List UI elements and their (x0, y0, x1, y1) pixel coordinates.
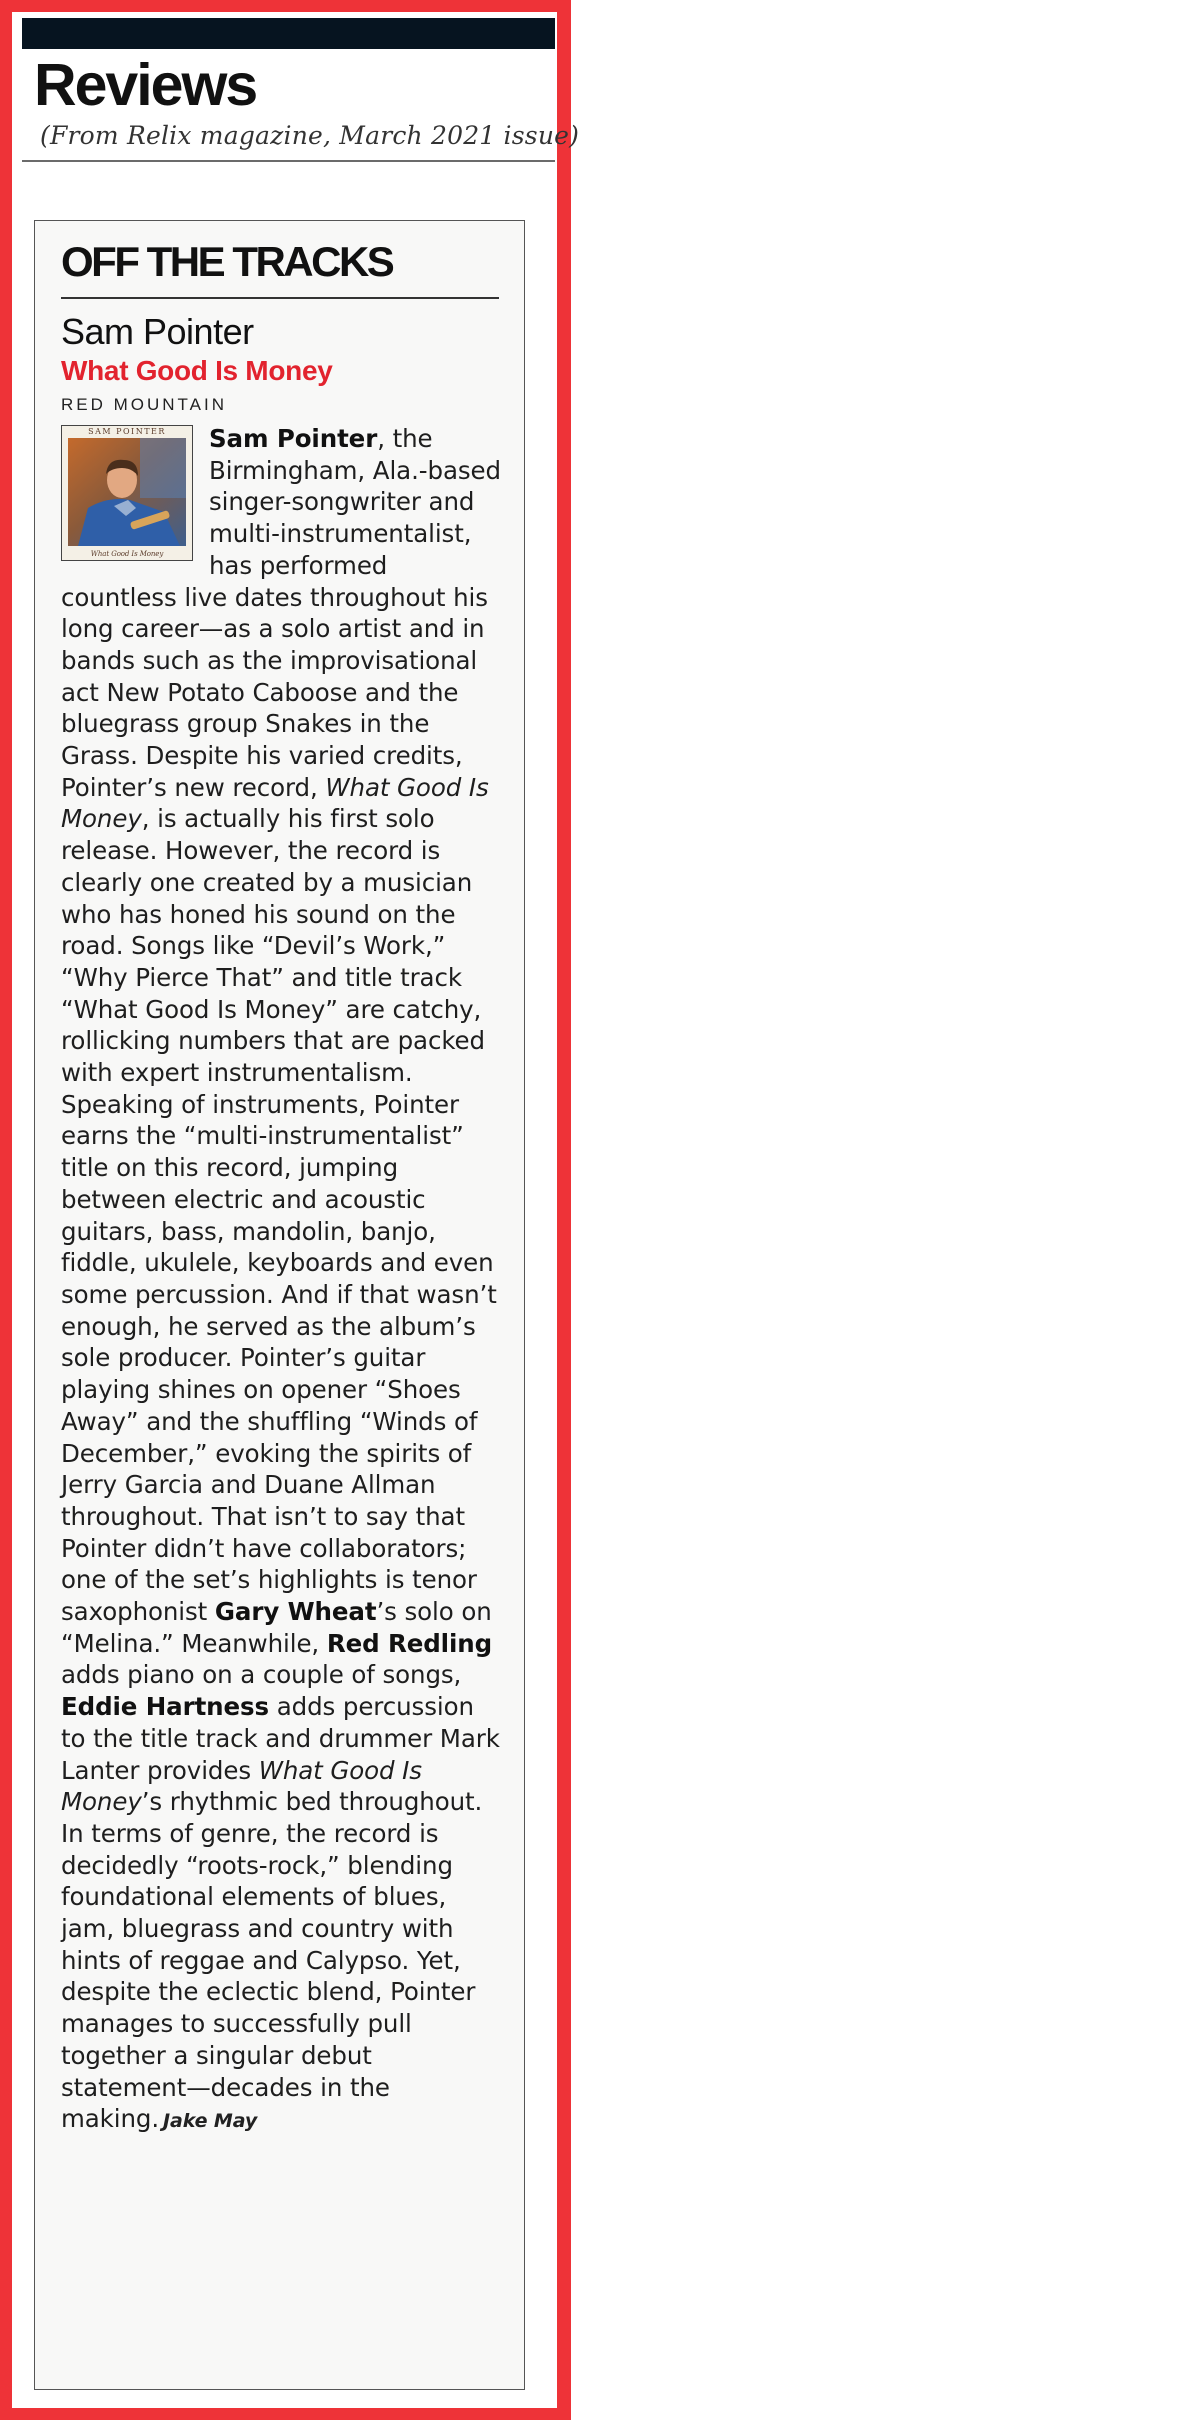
section-divider (61, 297, 499, 299)
review-body (61, 423, 501, 2138)
review-box (34, 220, 525, 2390)
byline: Jake May (163, 2110, 258, 2133)
album-title: What Good Is Money (61, 355, 333, 386)
cover-album-text: What Good Is Money (90, 550, 164, 558)
header-bar (22, 18, 555, 49)
cover-photo (68, 438, 186, 546)
text-bold: Red Redling (326, 1628, 493, 1658)
text-run: ’s rhythmic bed throughout. In terms of genre, the record is decidedly “roots-rock,” blending foundational elements of blues, jam, bluegrass and country with hints of reggae and Calypso. Yet, despite the eclectic blend, Pointer manages to successfully pull together a singular debut statement—decades in the making. (61, 1787, 483, 2134)
title-divider (22, 160, 555, 162)
text-run: adds piano on a couple of songs, (61, 1660, 462, 1690)
text-bold: Gary Wheat (214, 1597, 377, 1627)
text-run: , the Birmingham, Ala.-based singer-songwriter and multi-instrumentalist, has performed countless live dates throughout his long career—as a solo artist and in bands such as the improvisational act New Potato Caboose and the bluegrass group Snakes in the Grass. Despite his varied credits, Pointer’s new record, (61, 424, 501, 802)
source-note: (From Relix magazine, March 2021 issue) (40, 121, 580, 150)
album-cover (61, 425, 193, 561)
text-bold: Eddie Hartness (61, 1692, 270, 1722)
text-run: , is actually his first solo release. However, the record is clearly one created by a musician who has honed his sound on the road. Songs like “Devil’s Work,” “Why Pierce That” and title track “What Good Is Money” are catchy, rollicking numbers that are packed with expert instrumentalism. Speaking of instruments, Pointer earns the “multi-instrumentalist” title on this record, jumping between electric and acoustic guitars, bass, mandolin, banjo, fiddle, ukulele, keyboards and even some percussion. And if that wasn’t enough, he served as the album’s sole producer. Pointer’s guitar playing shines on opener “Shoes Away” and the shuffling “Winds of December,” evoking the spirits of Jerry Garcia and Duane Allman throughout. That isn’t to say that Pointer didn’t have collaborators; one of the set’s highlights is tenor saxophonist (61, 804, 497, 1627)
cover-artist-text: SAM POINTER (88, 427, 166, 436)
text-italic: What Good Is Money (61, 772, 489, 834)
text-bold: Sam Pointer (209, 424, 378, 453)
record-label: RED MOUNTAIN (61, 395, 228, 414)
text-italic: What Good Is Money (61, 1755, 422, 1817)
text-run: adds percussion to the title track and drummer Mark Lanter provides (61, 1692, 500, 1785)
text-run: ’s solo on “Melina.” Meanwhile, (61, 1597, 492, 1658)
artist-name: Sam Pointer (61, 311, 254, 352)
page-title: Reviews (34, 52, 257, 118)
section-heading: OFF THE TRACKS (61, 238, 393, 285)
